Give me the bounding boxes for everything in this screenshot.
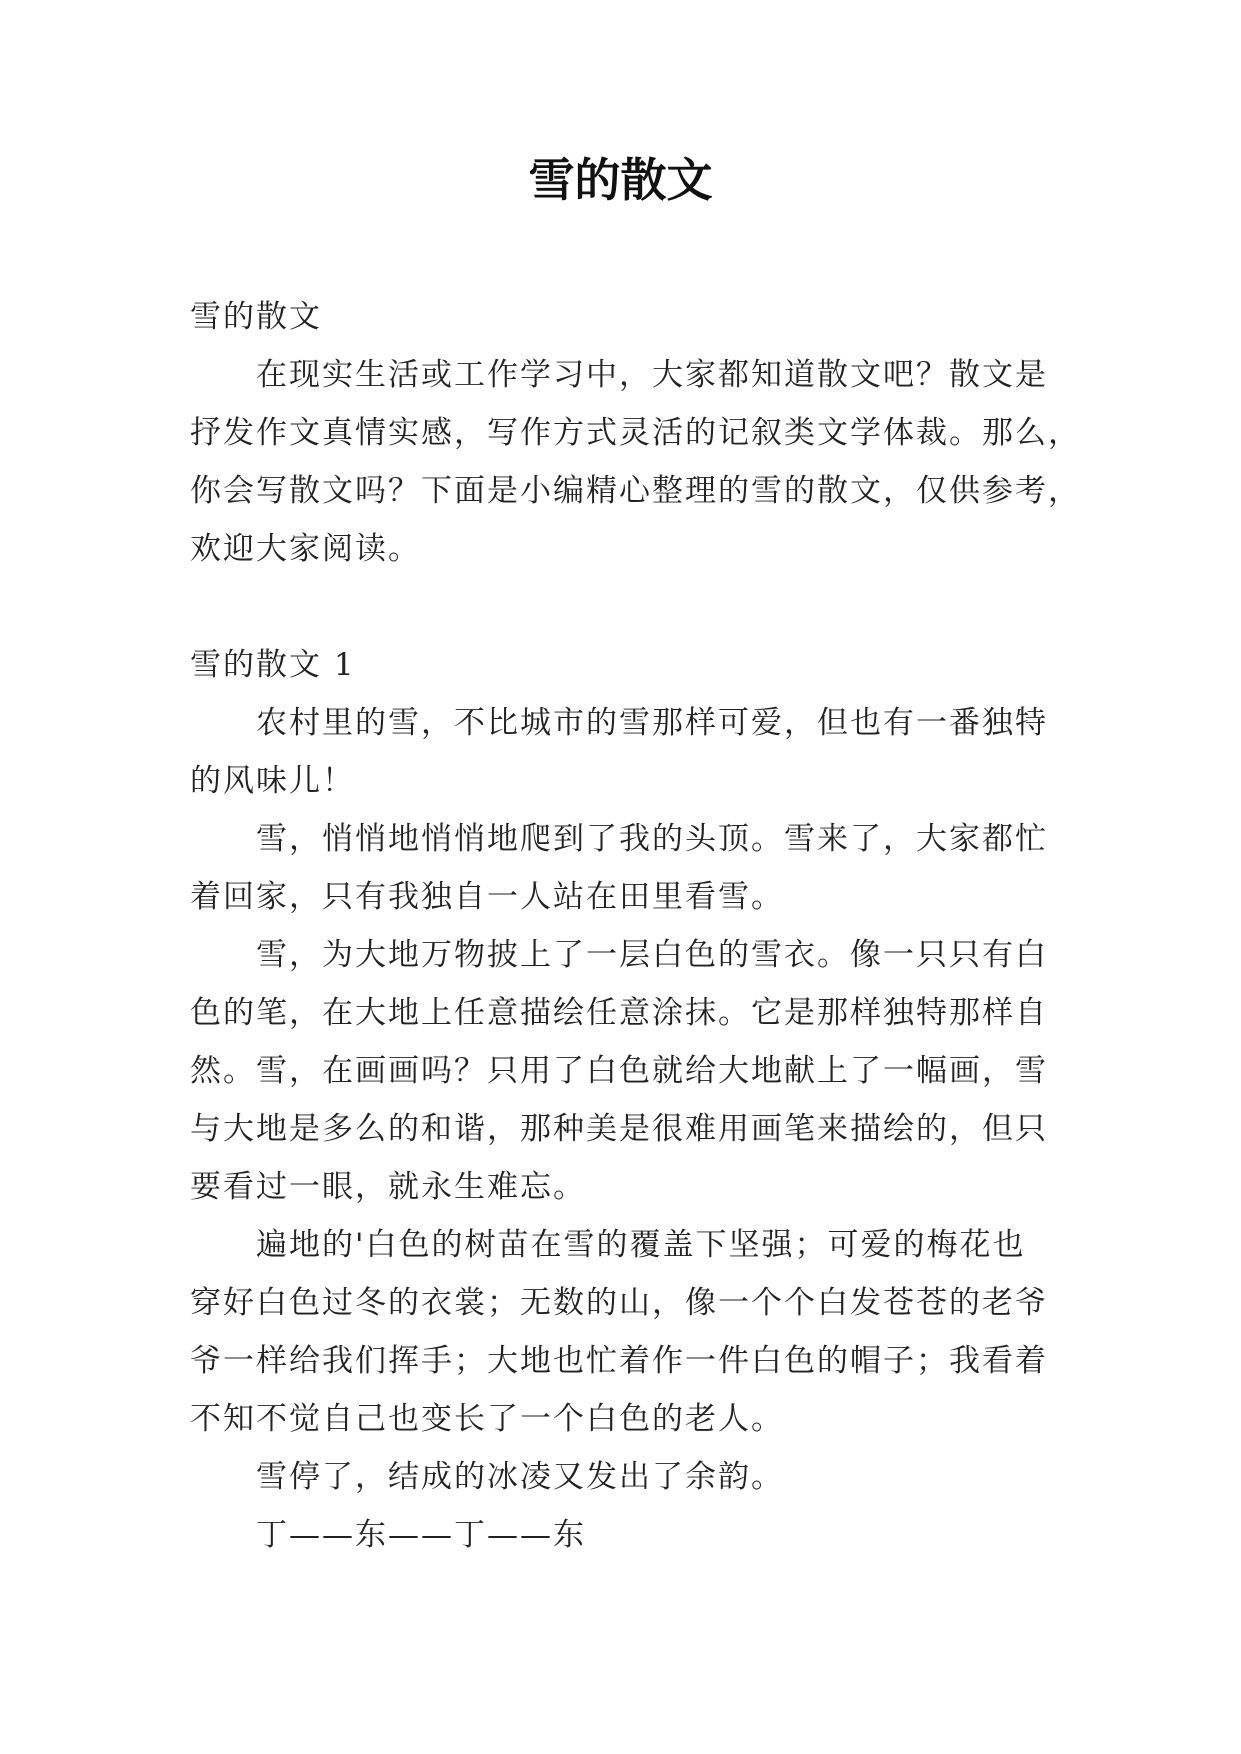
paragraph-line: 遍地的'白色的树苗在雪的覆盖下坚强；可爱的梅花也 — [256, 1227, 1026, 1263]
intro-paragraph — [190, 346, 1081, 578]
blank-line — [190, 578, 1060, 636]
document-title: 雪的散文 — [528, 153, 713, 207]
subtitle: 雪的散文 — [190, 299, 322, 335]
paragraph-6 — [190, 1506, 1060, 1564]
document-body — [190, 288, 1081, 1564]
intro-line: 欢迎大家阅读。 — [190, 531, 421, 567]
paragraph-line: 丁——东——丁——东 — [256, 1517, 586, 1553]
paragraph-line: 要看过一眼，就永生难忘。 — [190, 1169, 586, 1205]
paragraph-line: 爷一样给我们挥手；大地也忙着作一件白色的帽子；我看着 — [190, 1343, 1048, 1379]
paragraph-1 — [190, 694, 1060, 810]
paragraph-2 — [190, 810, 1060, 926]
intro-line: 抒发作文真情实感，写作方式灵活的记叙类文学体裁。那么， — [190, 415, 1081, 451]
paragraph-line: 雪，为大地万物披上了一层白色的雪衣。像一只只有白 — [256, 937, 1048, 973]
paragraph-line: 然。雪，在画画吗？只用了白色就给大地献上了一幅画，雪 — [190, 1053, 1048, 1089]
paragraph-line: 雪停了，结成的冰凌又发出了余韵。 — [256, 1459, 784, 1495]
paragraph-4 — [190, 1216, 1060, 1448]
paragraph-line: 穿好白色过冬的衣裳；无数的山，像一个个白发苍苍的老爷 — [190, 1285, 1048, 1321]
intro-line: 你会写散文吗？下面是小编精心整理的雪的散文，仅供参考， — [190, 473, 1081, 509]
paragraph-3 — [190, 926, 1060, 1216]
paragraph-line: 农村里的雪，不比城市的雪那样可爱，但也有一番独特 — [256, 705, 1048, 741]
paragraph-5 — [190, 1448, 1060, 1506]
intro-line: 在现实生活或工作学习中，大家都知道散文吧？散文是 — [256, 357, 1048, 393]
paragraph-line: 色的笔，在大地上任意描绘任意涂抹。它是那样独特那样自 — [190, 995, 1048, 1031]
section-heading: 雪的散文 1 — [190, 647, 356, 683]
paragraph-line: 与大地是多么的和谐，那种美是很难用画笔来描绘的，但只 — [190, 1111, 1048, 1147]
paragraph-line: 着回家，只有我独自一人站在田里看雪。 — [190, 879, 784, 915]
paragraph-line: 不知不觉自己也变长了一个白色的老人。 — [190, 1401, 784, 1437]
paragraph-line: 雪，悄悄地悄悄地爬到了我的头顶。雪来了，大家都忙 — [256, 821, 1048, 857]
paragraph-line: 的风味儿！ — [190, 763, 355, 799]
